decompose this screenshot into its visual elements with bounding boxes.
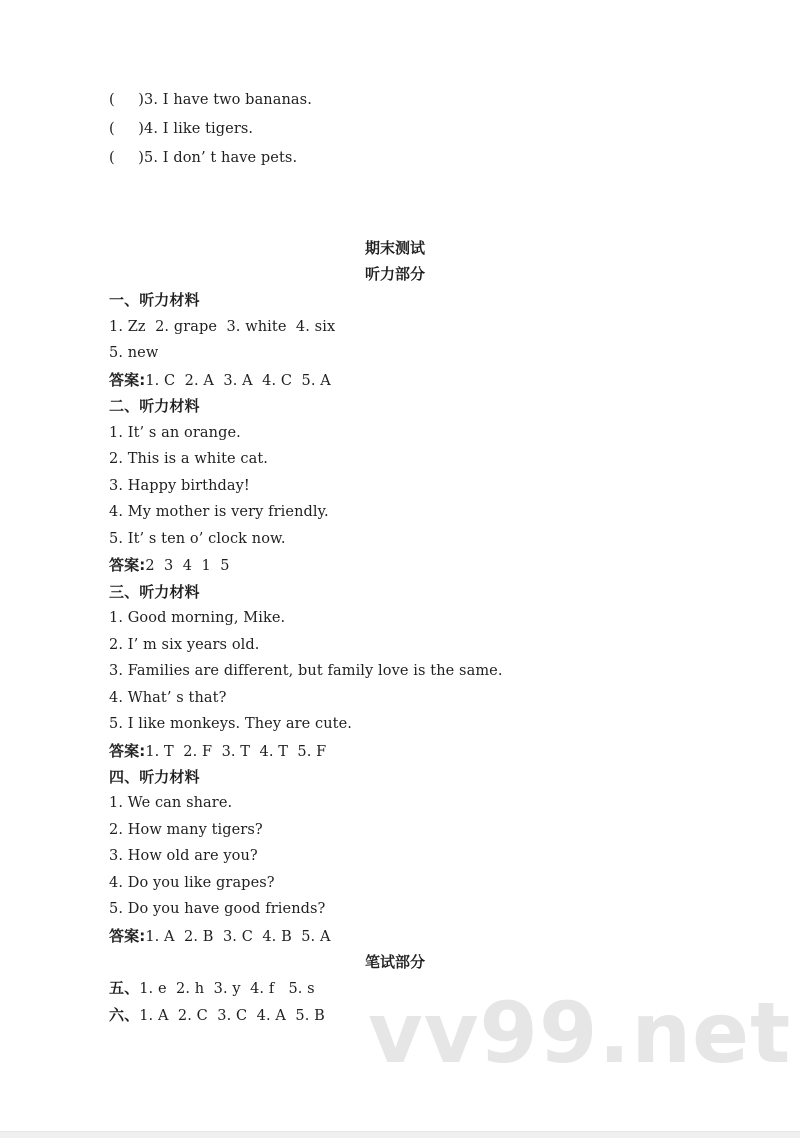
answer-values: 2 3 4 1 5 [145,558,230,574]
section-3-line-3: 3. Families are different, but family love is the same. [109,663,503,679]
watermark: vv99.net [368,984,792,1082]
section-3-line-2: 2. I’ m six years old. [109,637,260,653]
section-2-line-4: 4. My mother is very friendly. [109,504,329,520]
section-4-heading: 四、听力材料 [109,768,200,786]
written-title: 笔试部分 [364,953,425,971]
section-1-heading: 一、听力材料 [109,291,200,309]
section-4-line-4: 4. Do you like grapes? [109,875,275,891]
answer-values: 1. C 2. A 3. A 4. C 5. A [145,373,331,389]
question-3: ( )3. I have two bananas. [109,92,312,108]
section-2-line-2: 2. This is a white cat. [109,451,268,467]
section-4-line-2: 2. How many tigers? [109,822,263,838]
section-2-line-5: 5. It’ s ten o’ clock now. [109,531,286,547]
section-5-answer [109,978,315,999]
answer-values: 1. A 2. B 3. C 4. B 5. A [145,929,331,945]
section-4-line-1: 1. We can share. [109,795,233,811]
section-3-line-1: 1. Good morning, Mike. [109,610,286,626]
section-3-answer [109,741,326,762]
section-3-heading: 三、听力材料 [109,583,200,601]
answer-values: 1. T 2. F 3. T 4. T 5. F [145,744,327,760]
section-4-line-5: 5. Do you have good friends? [109,901,326,917]
section-2-heading: 二、听力材料 [109,397,200,415]
section-4-answer [109,926,331,947]
answer-label: 答案: [109,927,146,945]
answer-label: 答案: [109,371,146,389]
section-6-answer [109,1005,325,1026]
section-2-line-3: 3. Happy birthday! [109,478,250,494]
answer-label: 答案: [109,556,146,574]
test-title: 期末测试 [364,239,425,257]
section-1-line-1: 1. Zz 2. grape 3. white 4. six [109,319,336,335]
section-3-line-4: 4. What’ s that? [109,690,227,706]
section-2-line-1: 1. It’ s an orange. [109,425,241,441]
section-1-answer [109,370,331,391]
question-4: ( )4. I like tigers. [109,121,254,137]
section-5-label: 五、 [109,979,140,997]
section-5-values: 1. e 2. h 3. y 4. f 5. s [139,981,315,997]
section-2-answer [109,555,230,576]
answer-label: 答案: [109,742,146,760]
section-3-line-5: 5. I like monkeys. They are cute. [109,716,353,732]
question-5: ( )5. I don’ t have pets. [109,150,298,166]
section-6-values: 1. A 2. C 3. C 4. A 5. B [139,1008,325,1024]
listening-title: 听力部分 [364,265,425,283]
section-6-label: 六、 [109,1006,140,1024]
section-1-line-2: 5. new [109,345,159,361]
section-4-line-3: 3. How old are you? [109,848,258,864]
